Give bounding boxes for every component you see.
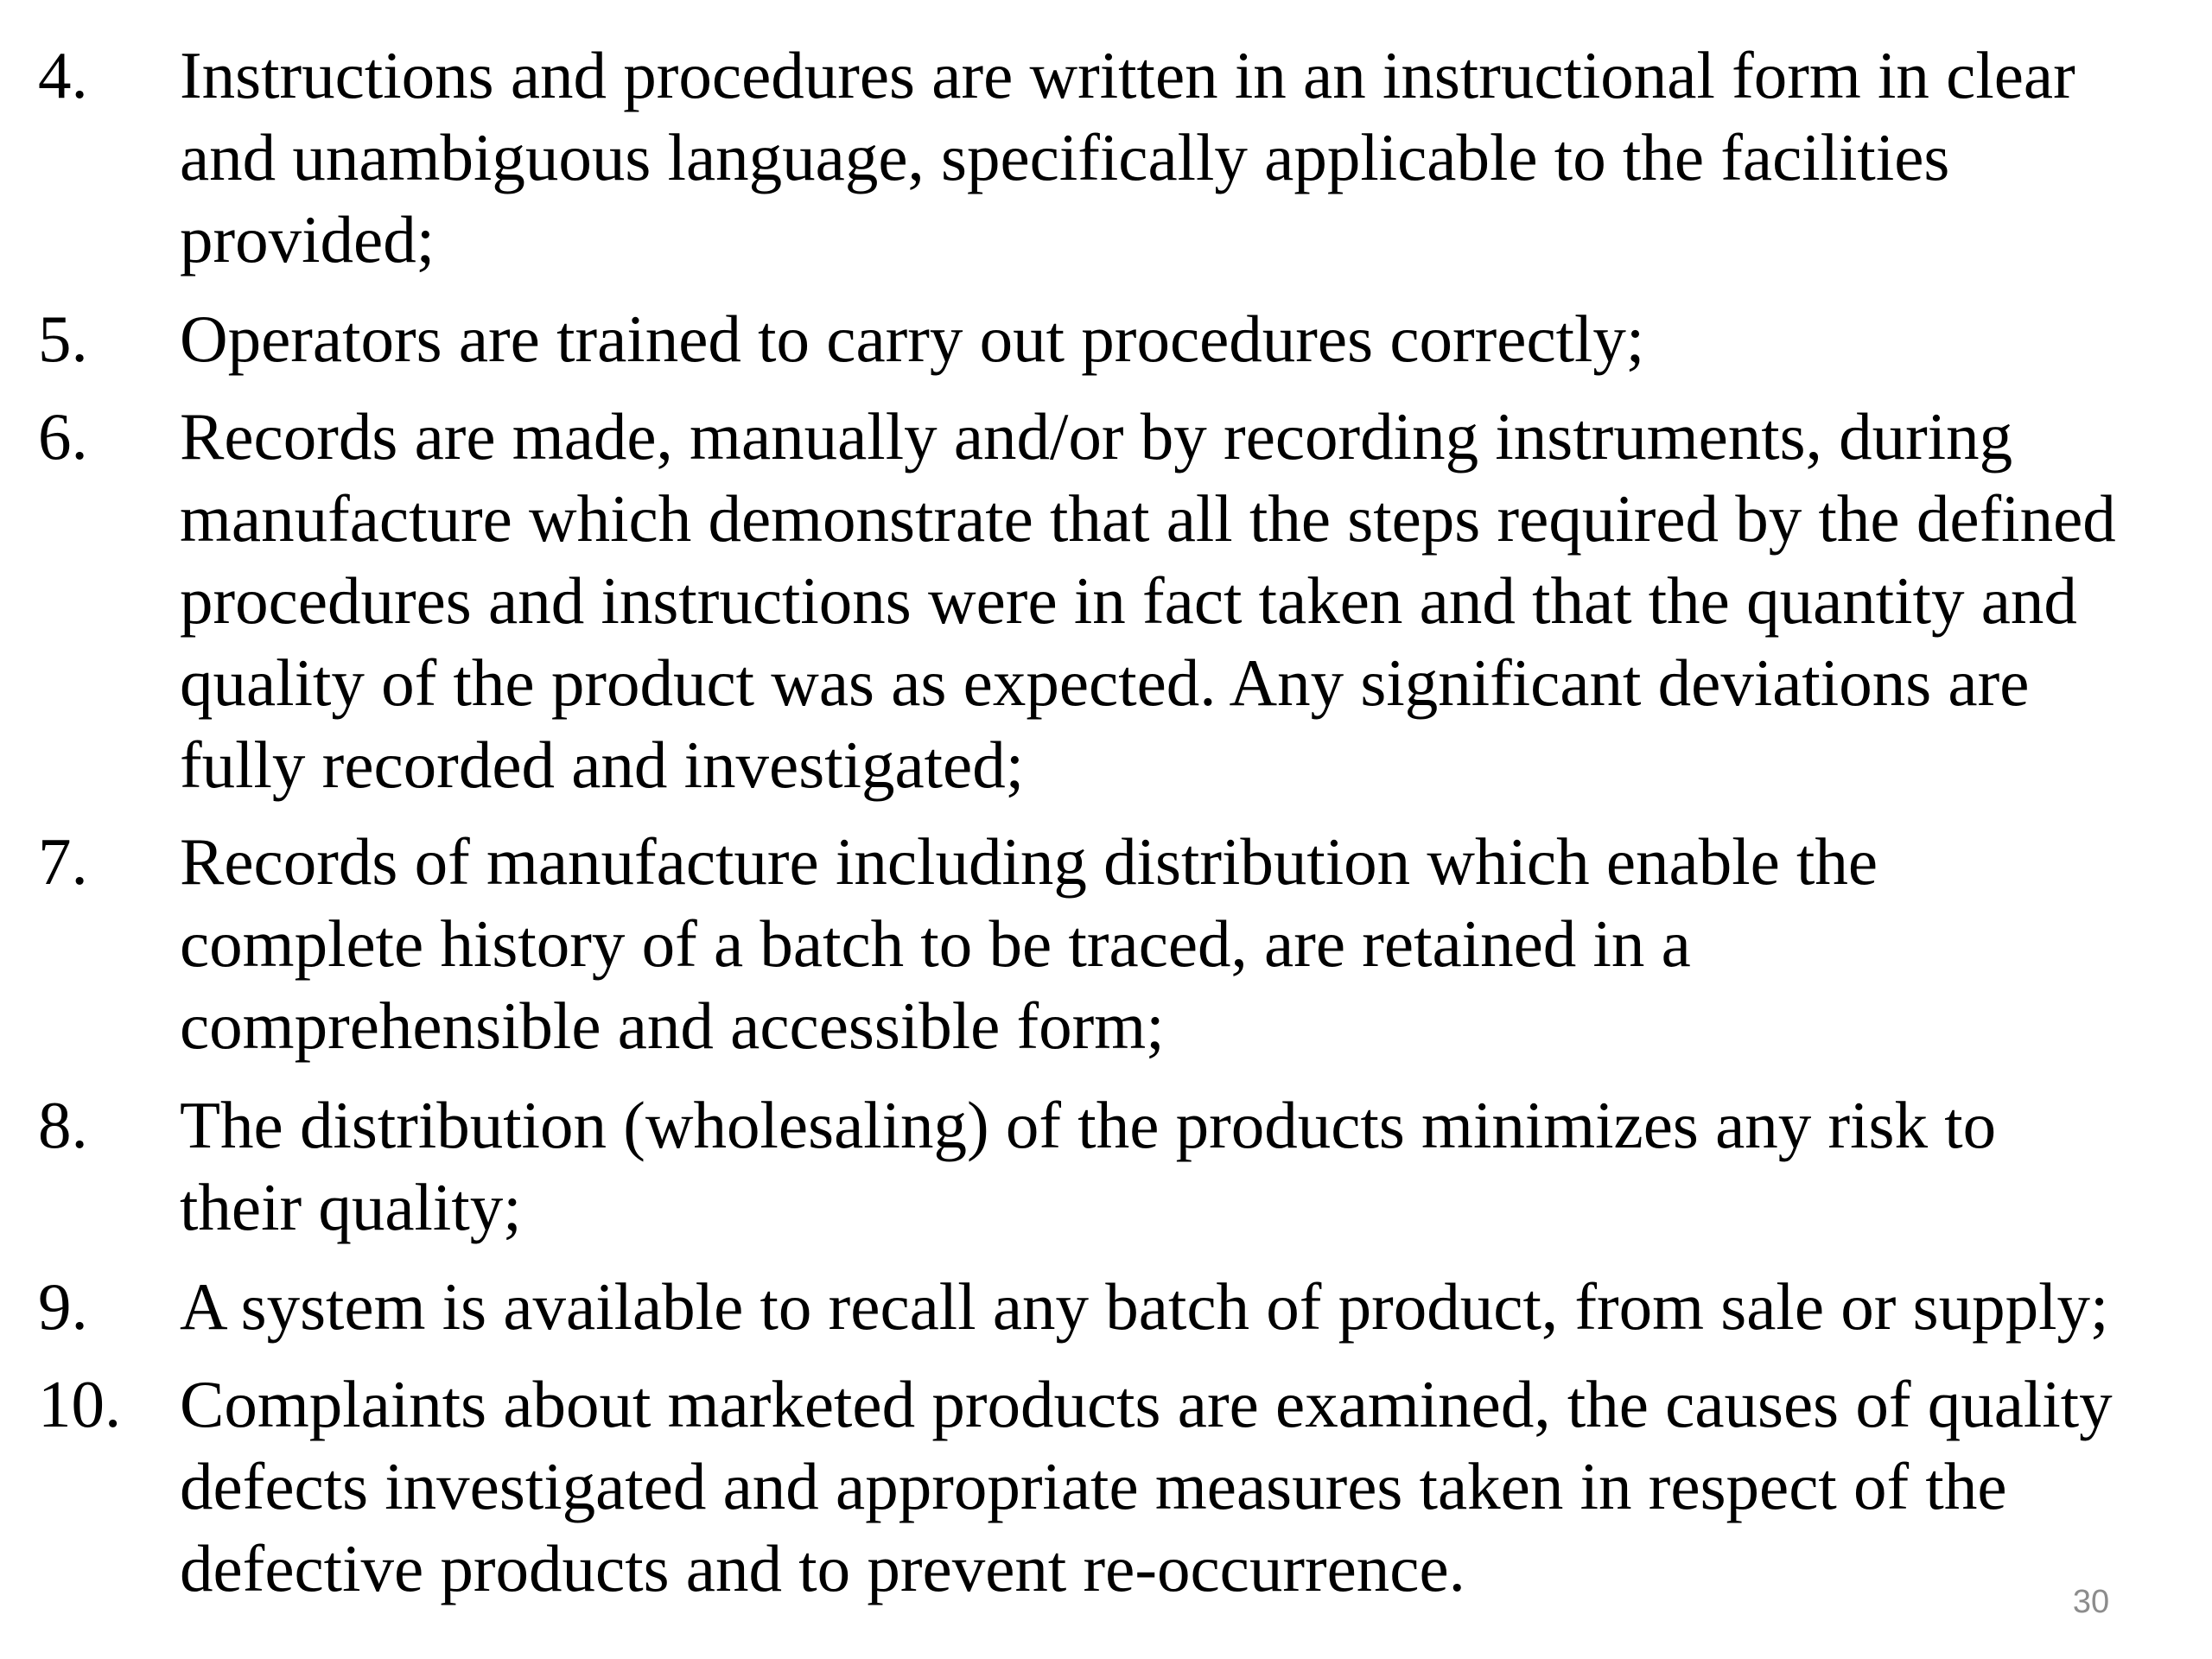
item-text-line: The distribution (wholesaling) of the products minimizes any risk to	[180, 1088, 1997, 1162]
item-text-line: their quality;	[180, 1170, 522, 1244]
item-text-line: comprehensible and accessible form;	[180, 988, 1165, 1063]
list-item-9	[38, 1266, 2198, 1348]
item-text-line: defects investigated and appropriate measures taken in respect of the	[180, 1449, 2007, 1523]
item-text-line: manufacture which demonstrate that all the steps required by the defined	[180, 481, 2116, 556]
list-item-6	[38, 396, 2198, 806]
list-item-4	[38, 35, 2198, 281]
item-text-line: quality of the product was as expected. Any significant deviations are	[180, 645, 2030, 720]
item-text-line: and unambiguous language, specifically applicable to the facilities	[180, 120, 1950, 194]
item-number: 10.	[38, 1367, 122, 1441]
list-item-5	[38, 298, 2198, 380]
item-number: 6.	[38, 399, 88, 474]
item-text-line: defective products and to prevent re-occurrence.	[180, 1531, 1465, 1605]
item-text-line: Operators are trained to carry out procedures correctly;	[180, 302, 1645, 376]
item-number: 8.	[38, 1088, 88, 1162]
item-text-line: Instructions and procedures are written in an instructional form in clear	[180, 38, 2075, 112]
item-number: 5.	[38, 302, 88, 376]
item-text-line: Records of manufacture including distribution which enable the	[180, 824, 1878, 899]
page-number: 30	[2072, 1584, 2110, 1620]
item-text-line: fully recorded and investigated;	[180, 728, 1025, 802]
item-text-line: complete history of a batch to be traced, are retained in a	[180, 906, 1691, 981]
item-text-line: procedures and instructions were in fact taken and that the quantity and	[180, 563, 2077, 638]
item-text-line: A system is available to recall any batch of product, from sale or supply;	[180, 1269, 2109, 1344]
list-item-8	[38, 1084, 2198, 1249]
list-item-10	[38, 1363, 2198, 1610]
item-number: 7.	[38, 824, 88, 899]
item-text-line: Complaints about marketed products are examined, the causes of quality	[180, 1367, 2113, 1441]
item-number: 4.	[38, 38, 88, 112]
item-number: 9.	[38, 1269, 88, 1344]
list-item-7	[38, 821, 2198, 1067]
item-text-line: Records are made, manually and/or by recording instruments, during	[180, 399, 2013, 474]
item-text-line: provided;	[180, 202, 435, 276]
